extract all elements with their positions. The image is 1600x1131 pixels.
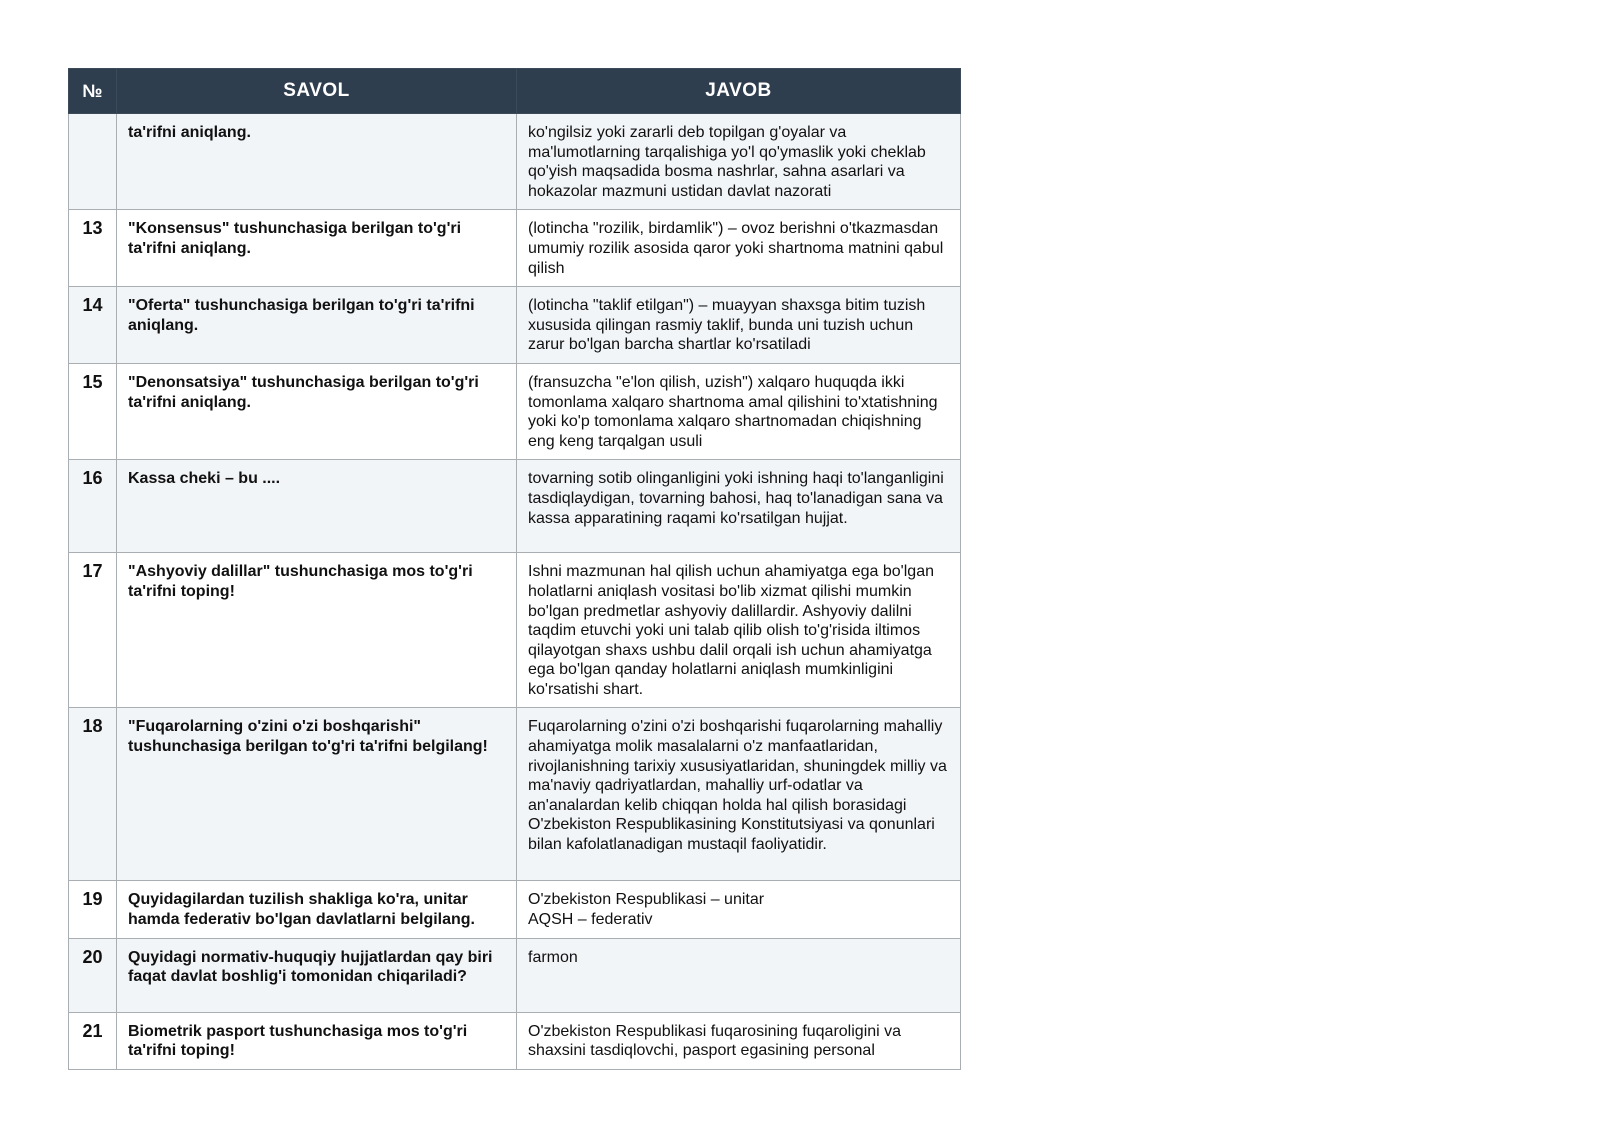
row-question: Quyidagilardan tuzilish shakliga ko'ra, unitar hamda federativ bo'lgan davlatlarni belgilang. (117, 881, 517, 938)
table-row (69, 363, 961, 459)
row-question: "Ashyoviy dalillar" tushunchasiga mos to'g'ri ta'rifni toping! (117, 553, 517, 708)
row-question: ta'rifni aniqlang. (117, 114, 517, 210)
row-question: "Denonsatsiya" tushunchasiga berilgan to'g'ri ta'rifni aniqlang. (117, 363, 517, 459)
table-row (69, 938, 961, 1012)
row-number: 17 (69, 553, 117, 708)
table-row (69, 287, 961, 364)
table-row (69, 1012, 961, 1069)
row-number: 19 (69, 881, 117, 938)
table-row (69, 553, 961, 708)
row-number: 14 (69, 287, 117, 364)
row-number: 18 (69, 708, 117, 881)
header-row (69, 69, 961, 114)
qa-table (68, 68, 961, 1070)
row-number: 16 (69, 460, 117, 553)
row-question: "Konsensus" tushunchasiga berilgan to'g'ri ta'rifni aniqlang. (117, 210, 517, 287)
table-row (69, 708, 961, 881)
row-question: Biometrik pasport tushunchasiga mos to'g'ri ta'rifni toping! (117, 1012, 517, 1069)
table-header (69, 69, 961, 114)
table-row (69, 460, 961, 553)
row-number: 21 (69, 1012, 117, 1069)
row-answer: (lotincha "taklif etilgan") – muayyan shaxsga bitim tuzish xususida qilingan rasmiy taklif, bunda uni tuzish uchun zarur bo'lgan barcha shartlar ko'rsatiladi (517, 287, 961, 364)
row-number: 13 (69, 210, 117, 287)
row-answer: Ishni mazmunan hal qilish uchun ahamiyatga ega bo'lgan holatlarni aniqlash vositasi bo'lib xizmat qilishi mumkin bo'lgan predmetlar ashyoviy dalillardir. Ashyoviy dalilni taqdim etuvchi yoki uni talab qilib olish to'g'risida iltimos qilayotgan shaxs ushbu dalil orqali ish uchun ahamiyatga ega bo'lgan qanday holatlarni aniqlash mumkinligini ko'rsatishi shart. (517, 553, 961, 708)
row-question: "Oferta" tushunchasiga berilgan to'g'ri ta'rifni aniqlang. (117, 287, 517, 364)
header-question: SAVOL (117, 69, 517, 114)
answer-line: AQSH – federativ (528, 911, 653, 929)
row-question: Quyidagi normativ-huquqiy hujjatlardan qay biri faqat davlat boshlig'i tomonidan chiqariladi? (117, 938, 517, 1012)
header-num: № (69, 69, 117, 114)
answer-line: O'zbekiston Respublikasi – unitar (528, 891, 765, 909)
row-answer: farmon (517, 938, 961, 1012)
row-number: 15 (69, 363, 117, 459)
row-number (69, 114, 117, 210)
row-answer: (lotincha "rozilik, birdamlik") – ovoz berishni o'tkazmasdan umumiy rozilik asosida qaror yoki shartnoma matnini qabul qilish (517, 210, 961, 287)
row-answer: ko'ngilsiz yoki zararli deb topilgan g'oyalar va ma'lumotlarning tarqalishiga yo'l qo'ymaslik yoki cheklab qo'yish maqsadida bosma nashrlar, sahna asarlari va hokazolar mazmuni ustidan davlat nazorati (517, 114, 961, 210)
row-answer: tovarning sotib olinganligini yoki ishning haqi to'langanligini tasdiqlaydigan, tovarning bahosi, haq to'lanadigan sana va kassa apparatining raqami ko'rsatilgan hujjat. (517, 460, 961, 553)
row-question: "Fuqarolarning o'zini o'zi boshqarishi" tushunchasiga berilgan to'g'ri ta'rifni belgilang! (117, 708, 517, 881)
row-answer: (fransuzcha "e'lon qilish, uzish") xalqaro huquqda ikki tomonlama xalqaro shartnoma amal qilishini to'xtatishning yoki ko'p tomonlama xalqaro shartnomadan chiqishning eng keng tarqalgan usuli (517, 363, 961, 459)
row-number: 20 (69, 938, 117, 1012)
row-answer: O'zbekiston Respublikasi fuqarosining fuqaroligini va shaxsini tasdiqlovchi, pasport egasining personal (517, 1012, 961, 1069)
row-answer: Fuqarolarning o'zini o'zi boshqarishi fuqarolarning mahalliy ahamiyatga molik masalalarni o'z manfaatlaridan, rivojlanishning tarixiy xususiyatlaridan, shuningdek milliy va ma'naviy qadriyatlardan, mahalliy urf-odatlar va an'analardan kelib chiqqan holda hal qilish borasidagi O'zbekiston Respublikasining Konstitutsiyasi va qonunlari bilan kafolatlanadigan mustaqil faoliyatidir. (517, 708, 961, 881)
table-body (69, 114, 961, 1070)
table-row (69, 881, 961, 938)
header-answer: JAVOB (517, 69, 961, 114)
table-row (69, 210, 961, 287)
row-answer (517, 881, 961, 938)
table-row (69, 114, 961, 210)
row-question: Kassa cheki – bu .... (117, 460, 517, 553)
